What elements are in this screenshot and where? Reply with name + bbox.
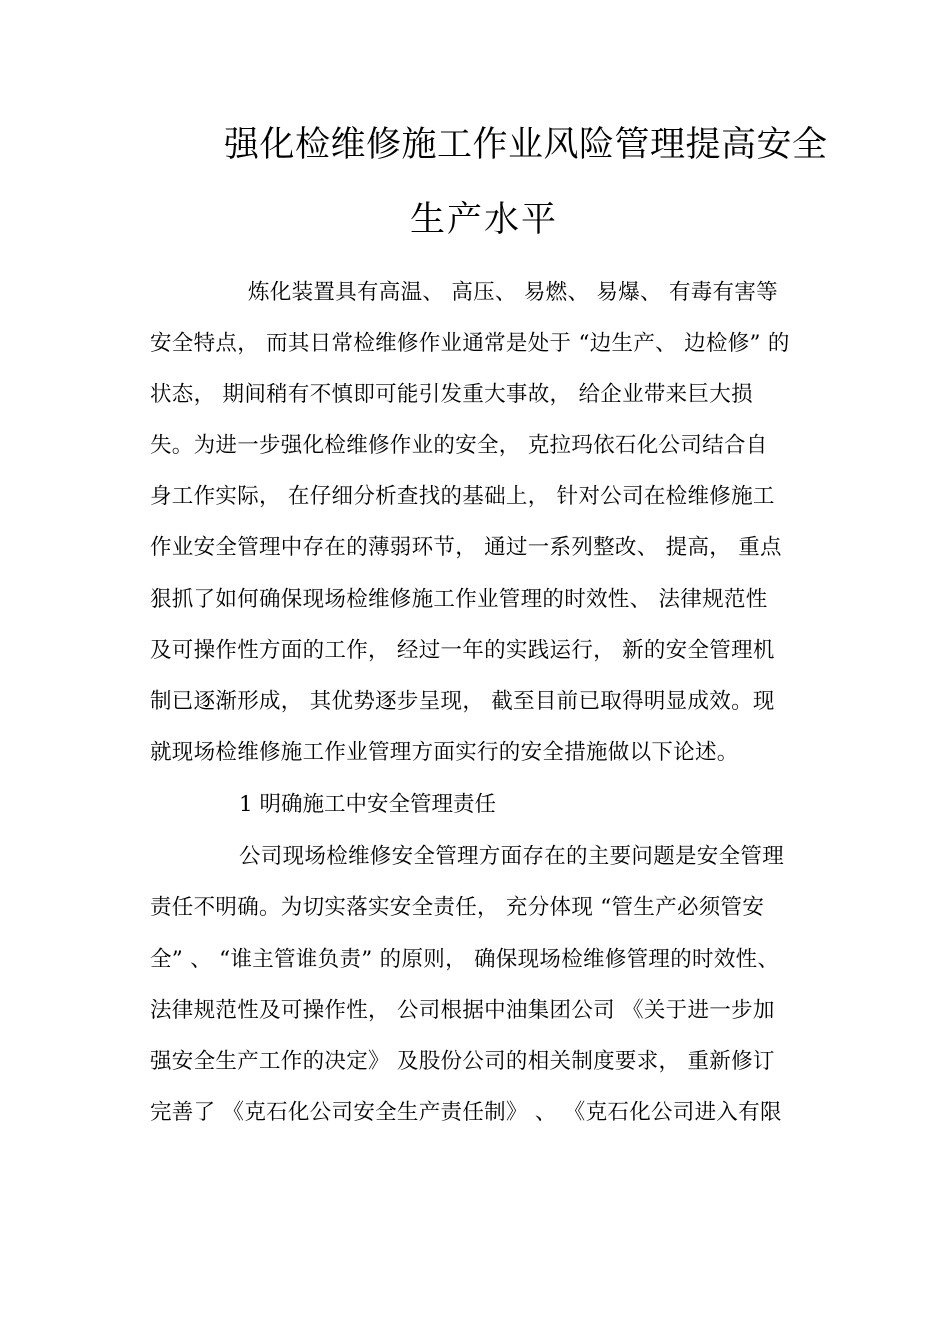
paragraph-line: 公司现场检维修安全管理方面存在的主要问题是安全管理 — [239, 844, 785, 869]
paragraph-line: 作业安全管理中存在的薄弱环节， 通过一系列整改、 提高， 重点 — [150, 535, 782, 560]
paragraph-line: 完善了 《克石化公司安全生产责任制》 、 《克石化公司进入有限 — [150, 1100, 782, 1125]
paragraph-line: 安全特点， 而其日常检维修作业通常是处于 “边生产、 边检修” 的 — [150, 331, 790, 356]
paragraph-line: 失。为进一步强化检维修作业的安全， 克拉玛依石化公司结合自 — [150, 433, 768, 458]
document-title-line-2: 生产水平 — [410, 200, 559, 240]
paragraph-line: 法律规范性及可操作性， 公司根据中油集团公司 《关于进一步加 — [150, 998, 775, 1023]
paragraph-line: 责任不明确。为切实落实安全责任， 充分体现 “管生产必须管安 — [150, 895, 765, 920]
section-1-heading: 1 明确施工中安全管理责任 — [239, 792, 497, 817]
paragraph-line: 及可操作性方面的工作， 经过一年的实践运行， 新的安全管理机 — [150, 638, 775, 663]
paragraph-line: 炼化装置具有高温、 高压、 易燃、 易爆、 有毒有害等 — [248, 280, 778, 305]
paragraph-line: 强安全生产工作的决定》 及股份公司的相关制度要求， 重新修订 — [150, 1049, 775, 1074]
document-title-line-1: 强化检维修施工作业风险管理提高安全 — [224, 125, 828, 165]
paragraph-line: 身工作实际， 在仔细分析查找的基础上， 针对公司在检维修施工 — [150, 484, 775, 509]
paragraph-line: 状态， 期间稍有不慎即可能引发重大事故， 给企业带来巨大损 — [150, 382, 753, 407]
paragraph-line: 制已逐渐形成， 其优势逐步呈现， 截至目前已取得明显成效。现 — [150, 689, 775, 714]
paragraph-line: 全” 、 “谁主管谁负责” 的原则， 确保现场检维修管理的时效性、 — [150, 947, 780, 972]
paragraph-line: 就现场检维修施工作业管理方面实行的安全措施做以下论述。 — [150, 740, 739, 765]
paragraph-line: 狠抓了如何确保现场检维修施工作业管理的时效性、 法律规范性 — [150, 587, 768, 612]
